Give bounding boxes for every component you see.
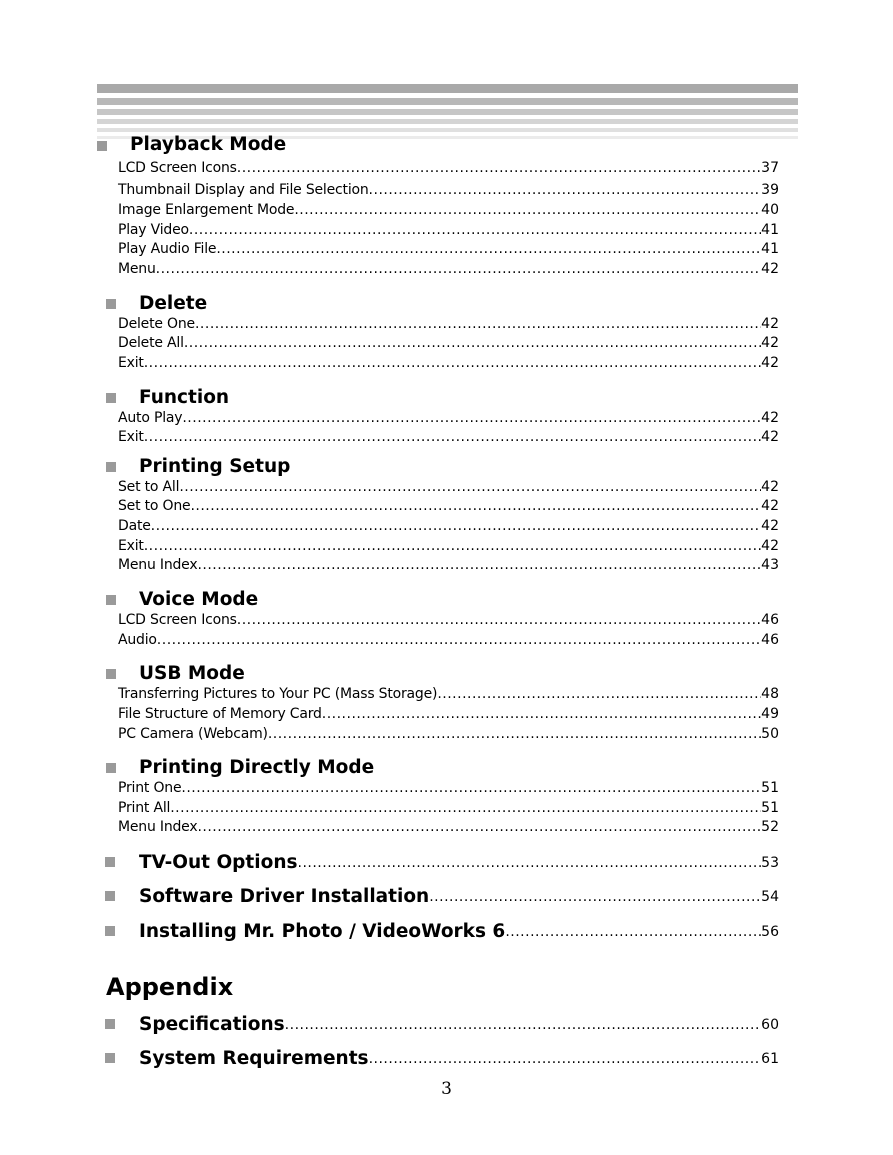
section-bullet-icon [105,1019,115,1029]
entry-label: Thumbnail Display and File Selection [118,182,369,198]
section-bullet-icon [105,926,115,936]
entry-page: 46 [761,612,779,628]
toc-entry[interactable] [118,478,779,497]
dot-leader [505,923,761,942]
entry-page: 42 [761,518,779,534]
entry-label: Audio [118,632,157,648]
entry-page: 42 [761,410,779,426]
entry-page: 42 [761,429,779,445]
entry-page: 39 [761,182,779,198]
toc-entry[interactable] [118,221,779,240]
dot-leader [190,497,761,516]
dot-leader [369,1050,762,1069]
entry-label: Delete All [118,335,184,351]
entry-page: 52 [761,819,779,835]
entry-label: Set to One [118,498,191,514]
toc-entry[interactable] [118,428,779,447]
entry-label: File Structure of Memory Card [118,706,322,722]
entry-label: LCD Screen Icons [118,612,237,628]
dot-leader [369,181,762,200]
toc-entry[interactable] [118,631,779,650]
toc-entry[interactable] [118,537,779,556]
entry-page: 42 [761,498,779,514]
entry-page: 43 [761,557,779,573]
dot-leader [322,705,761,724]
dot-leader [170,799,761,818]
toc-entry[interactable] [118,240,779,259]
toc-entry[interactable] [118,705,779,724]
section-title: USB Mode [139,663,245,684]
entry-label: Transferring Pictures to Your PC (Mass Storage) [118,686,438,702]
dot-leader [268,725,761,744]
entry-page: 42 [761,316,779,332]
toc-major-entry[interactable] [105,1045,779,1071]
toc-major-entry[interactable] [105,1011,779,1037]
entry-page: 42 [761,479,779,495]
section-bullet-icon [106,669,116,679]
toc-entry[interactable] [118,517,779,536]
entry-page: 46 [761,632,779,648]
entry-page: 51 [761,780,779,796]
entry-label: TV-Out Options [139,851,298,873]
entry-page: 41 [761,241,779,257]
dot-leader [294,201,761,220]
section-bullet-icon [106,393,116,403]
toc-entry[interactable] [118,334,779,353]
section-title: Delete [139,293,208,314]
entry-label: Set to All [118,479,180,495]
entry-label: PC Camera (Webcam) [118,726,268,742]
entry-page: 54 [761,889,779,905]
section-bullet-icon [106,299,116,309]
section-bullet-icon [105,891,115,901]
section-bullet-icon [105,857,115,867]
entry-label: System Requirements [139,1047,369,1069]
entry-label: Software Driver Installation [139,885,430,907]
dot-leader [285,1016,762,1035]
appendix-heading: Appendix [106,973,234,1001]
toc-major-entry[interactable] [105,918,779,944]
entry-page: 37 [761,160,779,176]
dot-leader [156,260,762,279]
entry-label: Play Audio File [118,241,217,257]
section-bullet-icon [106,595,116,605]
dot-leader [197,818,761,837]
toc-entry[interactable] [118,779,779,798]
entry-label: Installing Mr. Photo / VideoWorks 6 [139,920,506,942]
entry-page: 48 [761,686,779,702]
section-bullet-icon [105,1053,115,1063]
dot-leader [216,240,761,259]
dot-leader [157,631,761,650]
toc-entry[interactable] [118,611,779,630]
toc-entry[interactable] [118,409,779,428]
entry-page: 42 [761,261,779,277]
toc-major-entry[interactable] [105,883,779,909]
section-title: Playback Mode [130,134,287,155]
entry-label: Exit [118,355,144,371]
dot-leader [437,685,761,704]
toc-entry[interactable] [118,818,779,837]
toc-major-entry[interactable] [105,849,779,875]
entry-label: Print One [118,780,182,796]
entry-label: Date [118,518,151,534]
entry-page: 51 [761,800,779,816]
dot-leader [189,221,761,240]
dot-leader [184,334,761,353]
dot-leader [237,159,761,178]
toc-entry[interactable] [118,556,779,575]
toc-entry[interactable] [118,315,779,334]
dot-leader [197,556,761,575]
entry-label: LCD Screen Icons [118,160,237,176]
toc-entry[interactable] [118,201,779,220]
dot-leader [195,315,761,334]
entry-label: Specifications [139,1013,285,1035]
dot-leader [151,517,762,536]
entry-page: 60 [761,1017,779,1033]
toc-entry[interactable] [118,685,779,704]
dot-leader [144,537,761,556]
entry-label: Delete One [118,316,195,332]
entry-label: Print All [118,800,171,816]
dot-leader [182,409,761,428]
entry-page: 41 [761,222,779,238]
toc-entry[interactable] [118,260,779,279]
section-title: Printing Directly Mode [139,757,375,778]
entry-page: 56 [761,924,779,940]
section-bullet-icon [106,462,116,472]
entry-page: 53 [761,855,779,871]
section-title: Voice Mode [139,589,259,610]
dot-leader [237,611,761,630]
entry-label: Auto Play [118,410,183,426]
entry-page: 61 [761,1051,779,1067]
entry-label: Play Video [118,222,189,238]
entry-page: 49 [761,706,779,722]
dot-leader [298,854,762,873]
section-title: Function [139,387,230,408]
entry-label: Exit [118,538,144,554]
dot-leader [429,888,761,907]
entry-label: Exit [118,429,144,445]
entry-label: Menu Index [118,819,198,835]
toc-entry[interactable] [118,725,779,744]
entry-label: Image Enlargement Mode [118,202,295,218]
toc-entry[interactable] [118,354,779,373]
entry-page: 42 [761,355,779,371]
entry-page: 50 [761,726,779,742]
toc-entry[interactable] [118,159,779,178]
dot-leader [181,779,761,798]
section-bullet-icon [97,141,107,151]
dot-leader [144,428,761,447]
page-number: 3 [441,1079,452,1099]
toc-entry[interactable] [118,497,779,516]
entry-label: Menu [118,261,156,277]
dot-leader [144,354,761,373]
toc-entry[interactable] [118,181,779,200]
section-bullet-icon [106,763,116,773]
toc-entry[interactable] [118,799,779,818]
entry-page: 40 [761,202,779,218]
section-title: Printing Setup [139,456,291,477]
entry-page: 42 [761,538,779,554]
entry-label: Menu Index [118,557,198,573]
entry-page: 42 [761,335,779,351]
dot-leader [179,478,761,497]
